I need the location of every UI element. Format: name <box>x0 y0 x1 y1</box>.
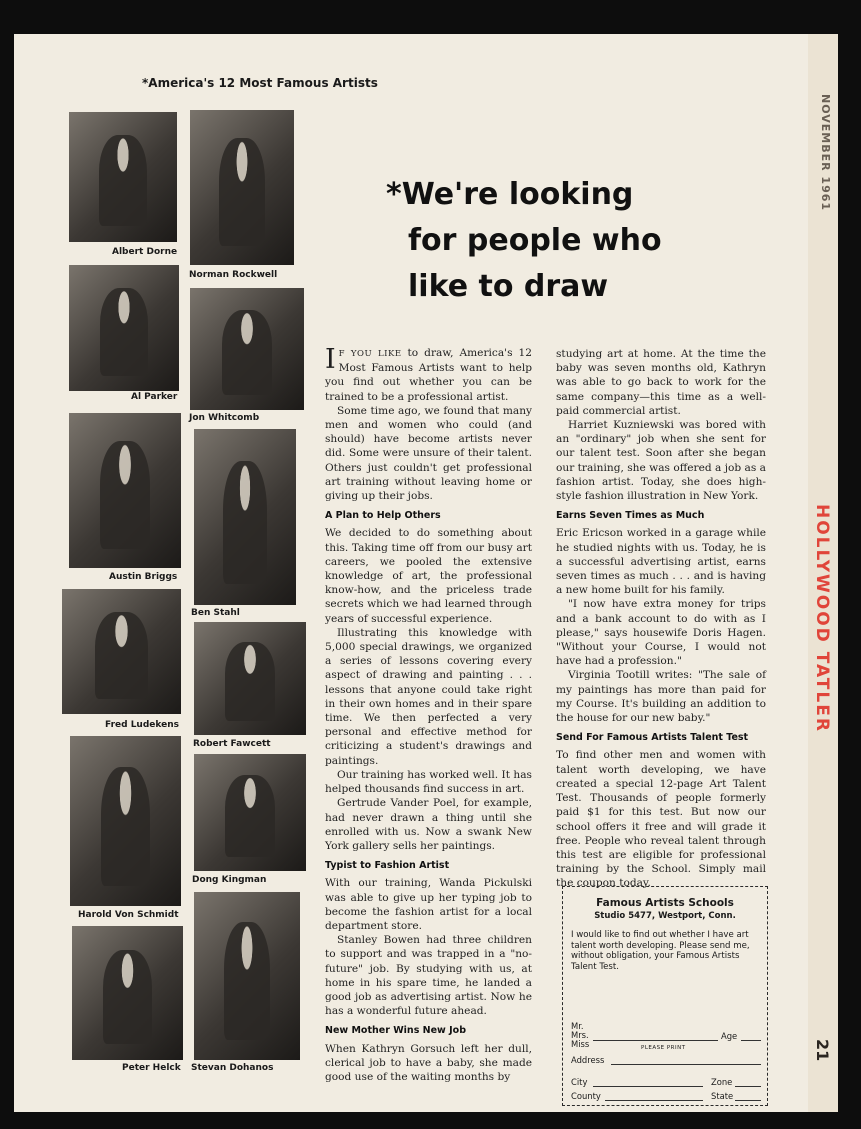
caption-austin-briggs: Austin Briggs <box>109 572 178 582</box>
section-heading: Send For Famous Artists Talent Test <box>556 732 749 744</box>
paragraph: Virginia Tootill writes: "The sale of my paintings has more than paid for my Course. It's building an addition to the house for our new baby." <box>556 669 766 725</box>
caption-jon-whitcomb: Jon Whitcomb <box>189 413 260 423</box>
headline <box>386 172 662 310</box>
state-label: State <box>711 1091 734 1101</box>
salutation-mrs: Mrs. <box>571 1030 589 1040</box>
paragraph: Stanley Bowen had three children to support and was trapped in a "no-future" job. By studying with us, at home in his spare time, he landed a good job as advertising artist. Now he has a wonderful future ahead. <box>325 934 532 1018</box>
zone-label: Zone <box>711 1077 733 1087</box>
caption-fred-ludekens: Fred Ludekens <box>105 720 179 730</box>
county-field[interactable] <box>605 1100 703 1101</box>
paragraph: Eric Ericson worked in a garage while he studied nights with us. Today, he is a successful advertising artist, earns seven times as much . . . and is having a new home built for his family. <box>556 527 766 597</box>
paragraph: studying art at home. At the time the baby was seven months old, Kathryn was able to go back to work for the same company—this time as a well-paid commercial artist. <box>556 348 766 417</box>
caption-norman-rockwell: Norman Rockwell <box>189 270 278 280</box>
photo-stevan-dohanos <box>194 892 300 1060</box>
photo-dong-kingman <box>194 754 306 871</box>
caption-robert-fawcett: Robert Fawcett <box>193 739 271 749</box>
spine-title: HOLLYWOOD TATLER <box>812 504 832 733</box>
spine-date: NOVEMBER 1961 <box>819 94 832 212</box>
section-heading: Typist to Fashion Artist <box>325 860 450 872</box>
photo-al-parker <box>69 265 179 391</box>
spine-strip <box>808 34 838 1112</box>
age-field[interactable] <box>741 1040 761 1041</box>
photo-ben-stahl <box>194 429 296 605</box>
intro-smallcaps: F YOU LIKE <box>338 349 402 359</box>
paragraph: Harriet Kuzniewski was bored with an "ordinary" job when she sent for our talent test. Soon after she began our training, she was offered a job as a fashion artist. Today, she does high-style fashion illustration in New York. <box>556 419 766 503</box>
coupon-request-text: I would like to find out whether I have art talent worth developing. Please send me, without obligation, your Famous Artists Talent Test. <box>571 930 750 972</box>
article-column-left <box>325 346 532 1084</box>
photo-robert-fawcett <box>194 622 306 735</box>
paragraph: Gertrude Vander Poel, for example, had never drawn a thing until she enrolled with us. Now a swank New York gallery sells her paintings. <box>325 797 532 852</box>
paragraph: "I now have extra money for trips and a bank account to do with as I please," says housewife Doris Hagen. "Without your Course, I would not have had a profession." <box>556 598 766 668</box>
salutation-miss: Miss <box>571 1039 590 1049</box>
address-field[interactable] <box>611 1064 761 1065</box>
paragraph: Some time ago, we found that many men and women who could (and should) have become artists never did. Some were unsure of their talent. Others just couldn't get professional art training without leaving home or giving up their jobs. <box>325 404 532 503</box>
name-field[interactable] <box>593 1040 718 1041</box>
section-heading: New Mother Wins New Job <box>325 1025 466 1037</box>
top-label: *America's 12 Most Famous Artists <box>142 76 378 90</box>
caption-albert-dorne: Albert Dorne <box>112 247 178 257</box>
paragraph: Our training has worked well. It has helped thousands find success in art. <box>325 768 532 796</box>
caption-al-parker: Al Parker <box>131 392 178 402</box>
photo-austin-briggs <box>69 413 181 568</box>
caption-peter-helck: Peter Helck <box>122 1063 181 1073</box>
caption-dong-kingman: Dong Kingman <box>192 875 267 885</box>
page-number: 21 <box>813 1039 832 1062</box>
county-label: County <box>571 1091 601 1101</box>
photo-albert-dorne <box>69 112 177 242</box>
caption-stevan-dohanos: Stevan Dohanos <box>191 1063 274 1073</box>
coupon-school-address: Studio 5477, Westport, Conn. <box>594 911 736 921</box>
section-heading: Earns Seven Times as Much <box>556 510 705 522</box>
paragraph: We decided to do something about this. Taking time off from our busy art careers, we pooled the extensive knowledge of art, the professional know-how, and the priceless trade secrets which we had learned through years of successful experience. <box>325 527 532 625</box>
state-field[interactable] <box>735 1100 761 1101</box>
caption-ben-stahl: Ben Stahl <box>191 608 240 618</box>
headline-line-3: like to draw <box>408 269 609 304</box>
city-field[interactable] <box>593 1086 703 1087</box>
zone-field[interactable] <box>735 1086 761 1087</box>
photo-fred-ludekens <box>62 589 181 714</box>
intro-text: to draw, America's 12 Most Famous Artists want to help you find out whether you can be trained to be a professional artist. <box>325 347 532 403</box>
address-label: Address <box>571 1055 605 1065</box>
photo-norman-rockwell <box>190 110 294 265</box>
photo-jon-whitcomb <box>190 288 304 410</box>
intro-paragraph <box>325 346 532 404</box>
photo-peter-helck <box>72 926 183 1060</box>
paragraph: With our training, Wanda Pickulski was able to give up her typing job to become the fashion artist for a local department store. <box>325 877 532 932</box>
please-print-note: PLEASE PRINT <box>641 1045 686 1051</box>
headline-line-2: for people who <box>408 223 662 258</box>
paragraph: When Kathryn Gorsuch left her dull, clerical job to have a baby, she made good use of the waiting months by <box>325 1042 532 1083</box>
section-heading: A Plan to Help Others <box>325 510 441 522</box>
drop-cap: I <box>325 344 336 375</box>
paragraph: Illustrating this knowledge with 5,000 special drawings, we organized a series of lessons covering every aspect of drawing and painting . . . lessons that anyone could take right in their own homes and in their spare time. We then perfected a very personal and effective method for criticizing a student's drawings and paintings. <box>325 626 532 767</box>
headline-line-1: *We're looking <box>386 177 634 212</box>
city-label: City <box>571 1077 588 1087</box>
caption-harold-von-schmidt: Harold Von Schmidt <box>78 910 179 920</box>
article-column-right <box>556 347 766 891</box>
salutation-mr: Mr. <box>571 1021 584 1031</box>
paragraph: To find other men and women with talent worth developing, we have created a special 12-page Art Talent Test. Thousands of people formerly paid $1 for this test. But now our school offers it free and will grade it free. People who reveal talent through this test are eligible for professional training by the School. Simply mail the coupon today. <box>556 749 766 890</box>
coupon-school-name: Famous Artists Schools <box>596 897 734 909</box>
photo-harold-von-schmidt <box>70 736 181 906</box>
magazine-page <box>14 34 838 1112</box>
mail-coupon[interactable] <box>562 886 768 1106</box>
age-label: Age <box>721 1031 738 1041</box>
